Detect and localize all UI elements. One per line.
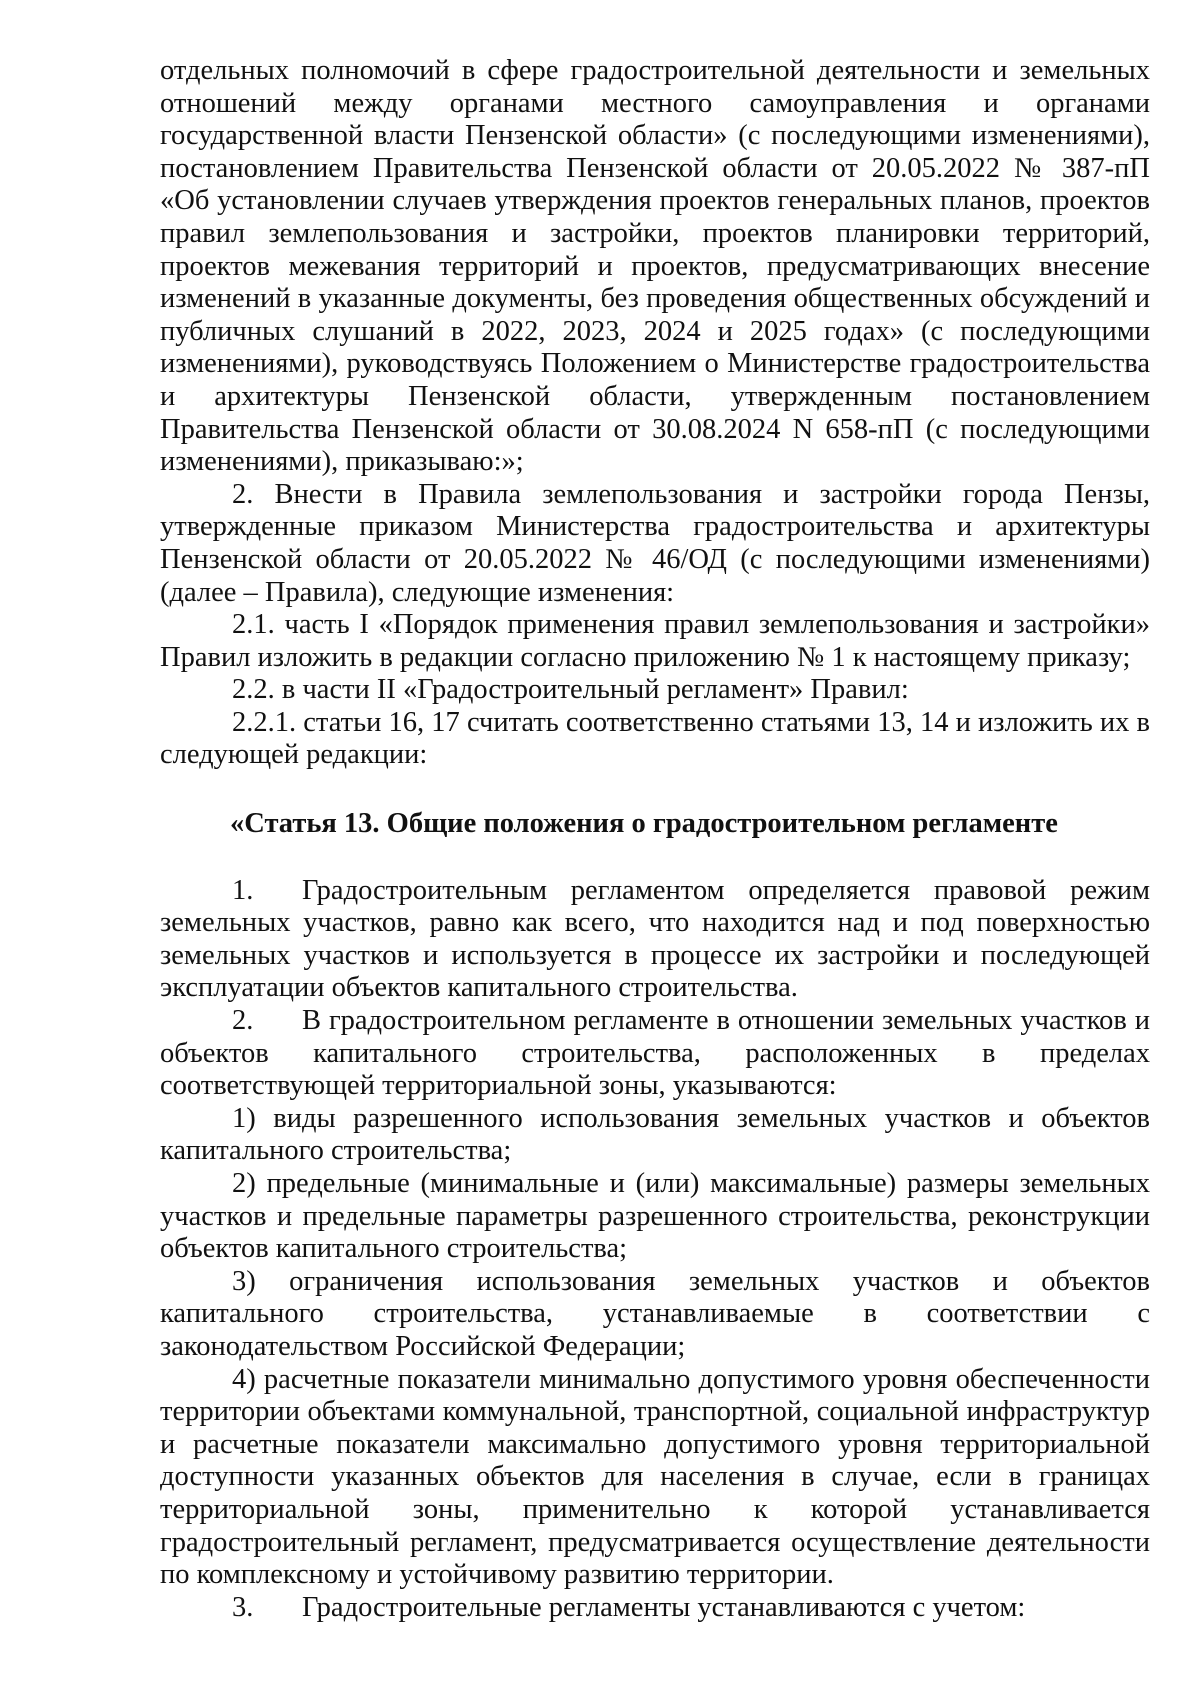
paragraph-item-2: 2. Внести в Правила землепользования и застройки города Пензы, утвержденные приказом Министерства градостроительства и архитектуры Пензенской области от 20.05.2022 № 46/ОД (с последующими изменениями) (далее – Правила), следующие изменения: <box>160 478 1150 608</box>
paragraph-item-2-1: 2.1. часть I «Порядок применения правил землепользования и застройки» Правил изложить в редакции согласно приложению № 1 к настоящему приказу; <box>160 609 1150 673</box>
item-number: 1. <box>232 874 254 906</box>
paragraph-item-2-2: 2.2. в части II «Градостроительный регламент» Правил: <box>232 674 909 706</box>
item-text: Градостроительные регламенты устанавливаются с учетом: <box>302 1591 1026 1623</box>
article-subitem-2: 2) предельные (минимальные и (или) максимальные) размеры земельных участков и предельные параметры разрешенного строительства, реконструкции объектов капитального строительства; <box>160 1168 1150 1265</box>
article-subitem-1: 1) виды разрешенного использования земельных участков и объектов капитального строительства; <box>160 1102 1150 1167</box>
article-subitem-3: 3) ограничения использования земельных участков и объектов капитального строительства, устанавливаемые в соответствии с законодательством Российской Федерации; <box>160 1265 1150 1362</box>
document-page <box>160 55 1150 1624</box>
paragraph-item-2-2-1: 2.2.1. статьи 16, 17 считать соответственно статьями 13, 14 и изложить их в следующей редакции: <box>160 706 1150 771</box>
article-item-1 <box>160 875 1150 1005</box>
item-text: Градостроительным регламентом определяется правовой режим земельных участков, равно как всего, что находится над и под поверхностью земельных участков и используется в процессе их застройки и последующей эксплуатации объектов капитального строительства. <box>160 874 1150 1004</box>
article-item-2 <box>160 1005 1150 1103</box>
item-number: 2. <box>232 1005 254 1037</box>
item-text: В градостроительном регламенте в отношении земельных участков и объектов капитального строительства, расположенных в пределах соответствующей территориальной зоны, указываются: <box>160 1005 1150 1102</box>
item-number: 3. <box>232 1591 254 1623</box>
paragraph-intro: отдельных полномочий в сфере градостроительной деятельности и земельных отношений между органами местного самоуправления и органами государственной власти Пензенской области» (с последующими изменениями), постановлением Правительства Пензенской области от 20.05.2022 № 387-пП «Об установлении случаев утверждения проектов генеральных планов, проектов правил землепользования и застройки, проектов планировки территорий, проектов межевания территорий и проектов, предусматривающих внесение изменений в указанные документы, без проведения общественных обсуждений и публичных слушаний в 2022, 2023, 2024 и 2025 годах» (с последующими изменениями), руководствуясь Положением о Министерстве градостроительства и архитектуры Пензенской области, утвержденным постановлением Правительства Пензенской области от 30.08.2024 N 658-пП (с последующими изменениями), приказываю:»; <box>160 55 1150 478</box>
article-item-3 <box>160 1592 1150 1625</box>
article-heading: «Статья 13. Общие положения о градостроительном регламенте <box>230 808 1058 840</box>
article-subitem-4: 4) расчетные показатели минимально допустимого уровня обеспеченности территории объектами коммунальной, транспортной, социальной инфраструктур и расчетные показатели максимально допустимого уровня территориальной доступности указанных объектов для населения в случае, если в границах территориальной зоны, применительно к которой устанавливается градостроительный регламент, предусматривается осуществление деятельности по комплексному и устойчивому развитию территории. <box>160 1363 1150 1591</box>
